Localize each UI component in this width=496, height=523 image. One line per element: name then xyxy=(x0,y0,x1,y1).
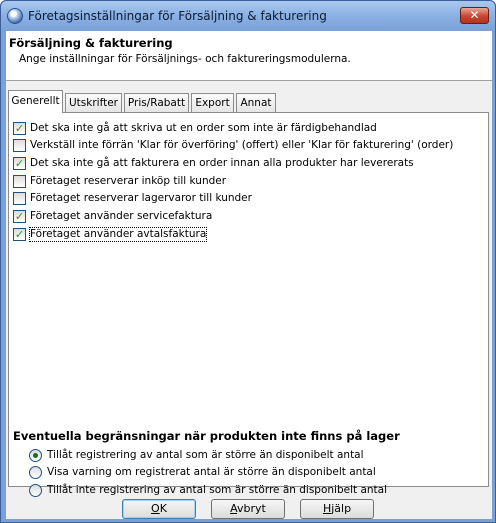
cancel-accelerator: A xyxy=(230,502,238,515)
checkbox[interactable] xyxy=(13,175,26,188)
radio-label: Tillåt inte registrering av antal som är större än disponibelt antal xyxy=(47,484,388,496)
checkbox[interactable]: ✓ xyxy=(14,228,25,241)
checkbox[interactable]: ✓ xyxy=(14,210,25,223)
option-label: Det ska inte gå att fakturera en order innan alla produkter har levererats xyxy=(30,157,414,169)
help-button[interactable] xyxy=(300,499,374,519)
tab-panel-generellt xyxy=(8,112,489,496)
tab-export[interactable]: Export xyxy=(191,93,234,113)
checkbox[interactable] xyxy=(13,192,26,205)
help-label-rest: jälp xyxy=(331,502,352,515)
header-title: Försäljning & fakturering xyxy=(9,36,173,50)
checkbox[interactable]: ✓ xyxy=(14,157,25,170)
dialog-body xyxy=(6,31,492,519)
cancel-button[interactable] xyxy=(211,499,285,519)
cancel-label-rest: vbryt xyxy=(237,502,266,515)
tab-generellt[interactable]: Generellt xyxy=(8,90,63,113)
option-label: Det ska inte gå att skriva ut en order som inte är färdigbehandlad xyxy=(30,122,377,134)
radio-label: Tillåt registrering av antal som är större än disponibelt antal xyxy=(47,449,364,461)
option-label: Företaget använder avtalsfaktura xyxy=(30,228,207,240)
option-label: Verkställ inte förrän 'Klar för överföring' (offert) eller 'Klar för fakturering' (order) xyxy=(30,139,454,151)
header-subtitle: Ange inställningar för Försäljnings- och faktureringsmodulerna. xyxy=(19,53,351,65)
option-label: Företaget reserverar inköp till kunder xyxy=(30,175,227,187)
checkbox[interactable]: ✓ xyxy=(14,122,25,135)
ok-label-rest: K xyxy=(159,502,167,515)
stock-group-title: Eventuella begränsningar när produkten inte finns på lager xyxy=(13,429,400,443)
header-panel xyxy=(6,31,492,81)
title-bar[interactable] xyxy=(1,1,495,31)
checkbox[interactable] xyxy=(13,139,26,152)
help-accelerator: H xyxy=(322,502,332,515)
tab-strip xyxy=(8,90,488,112)
radio-label: Visa varning om registrerat antal är större än disponibelt antal xyxy=(47,466,376,478)
tab-utskrifter[interactable]: Utskrifter xyxy=(65,93,122,113)
radio-selected-dot xyxy=(33,453,38,458)
close-button[interactable]: ✕ xyxy=(460,7,489,24)
radio-button[interactable] xyxy=(29,484,42,497)
window-title: Företagsinställningar för Försäljning & fakturering xyxy=(28,9,327,23)
ok-accelerator: O xyxy=(151,502,160,515)
tab-pris-rabatt[interactable]: Pris/Rabatt xyxy=(124,93,189,113)
option-label: Företaget använder servicefaktura xyxy=(30,210,213,222)
radio-button[interactable] xyxy=(29,466,42,479)
app-icon xyxy=(7,8,23,24)
ok-button[interactable] xyxy=(122,499,196,519)
option-label: Företaget reserverar lagervaror till kunder xyxy=(30,192,252,204)
radio-button[interactable] xyxy=(29,449,42,462)
tab-annat[interactable]: Annat xyxy=(236,93,276,113)
